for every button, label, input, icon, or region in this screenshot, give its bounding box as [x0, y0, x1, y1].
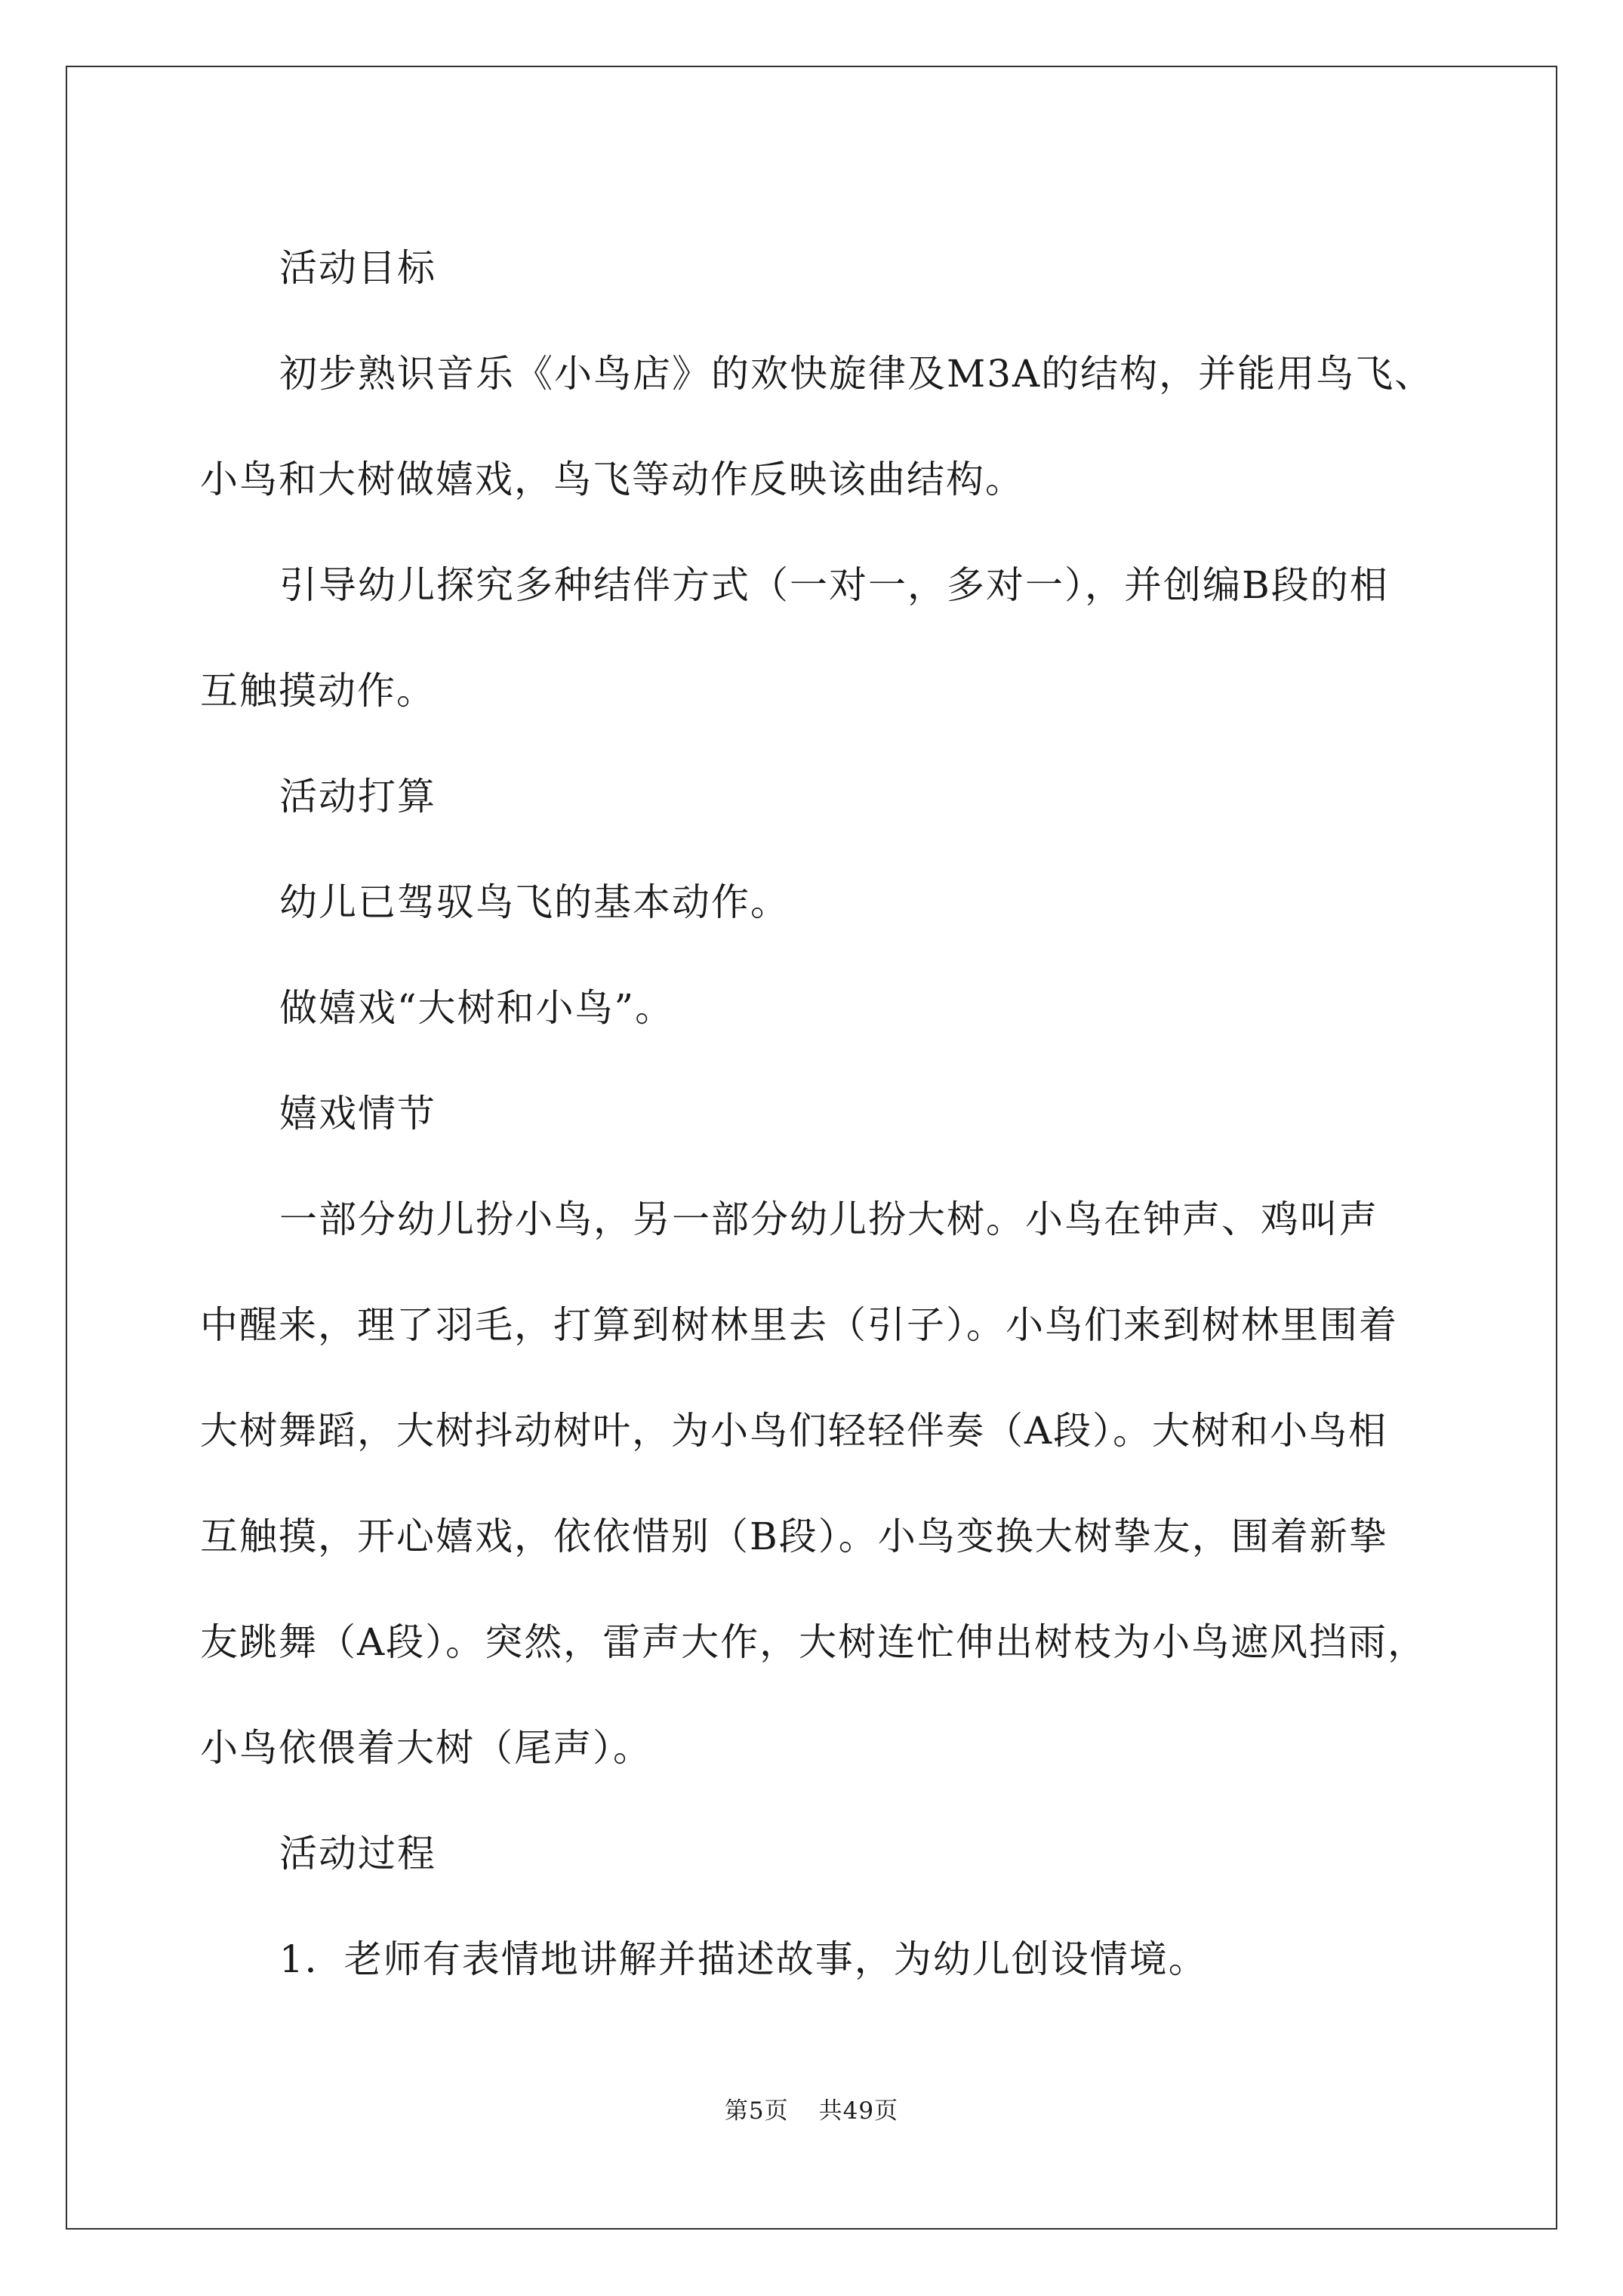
- heading-game-plot: 嬉戏情节: [279, 1092, 436, 1136]
- paragraph-plot-line-6: 小鸟依偎着大树（尾声）。: [200, 1726, 652, 1770]
- paragraph-goal-1-line-1: 初步熟识音乐《小鸟店》的欢快旋律及M3A的结构，并能用鸟飞、: [279, 352, 1434, 396]
- paragraph-plot-line-3: 大树舞蹈，大树抖动树叶，为小鸟们轻轻伴奏（A段）。大树和小鸟相: [200, 1409, 1388, 1453]
- paragraph-plot-line-1: 一部分幼儿扮小鸟，另一部分幼儿扮大树。小鸟在钟声、鸡叫声: [279, 1197, 1378, 1241]
- paragraph-goal-2-line-2: 互触摸动作。: [200, 669, 436, 713]
- paragraph-plot-line-4: 互触摸，开心嬉戏，依依惜别（B段）。小鸟变换大树挚友，围着新挚: [200, 1515, 1388, 1558]
- paragraph-plot-line-2: 中醒来，理了羽毛，打算到树林里去（引子）。小鸟们来到树林里围着: [200, 1303, 1398, 1347]
- paragraph-goal-2-line-1: 引导幼儿探究多种结伴方式（一对一，多对一），并创编B段的相: [279, 563, 1389, 607]
- heading-activity-preparation: 活动打算: [279, 775, 436, 818]
- paragraph-goal-1-line-2: 小鸟和大树做嬉戏，鸟飞等动作反映该曲结构。: [200, 458, 1024, 501]
- page-footer: [0, 2091, 1623, 2125]
- paragraph-preparation-1: 幼儿已驾驭鸟飞的基本动作。: [279, 880, 790, 924]
- paragraph-preparation-2: 做嬉戏“大树和小鸟”。: [279, 986, 675, 1030]
- heading-activity-process: 活动过程: [279, 1832, 436, 1875]
- paragraph-plot-line-5: 友跳舞（A段）。突然，雷声大作，大树连忙伸出树枝为小鸟遮风挡雨，: [200, 1620, 1427, 1664]
- paragraph-process-step-1: 1．老师有表情地讲解并描述故事，为幼儿创设情境。: [279, 1937, 1208, 1981]
- page-total: 共49页: [818, 2097, 899, 2125]
- page-number: 第5页: [724, 2097, 789, 2125]
- heading-activity-goals: 活动目标: [279, 246, 436, 290]
- document-body: [200, 215, 1438, 2012]
